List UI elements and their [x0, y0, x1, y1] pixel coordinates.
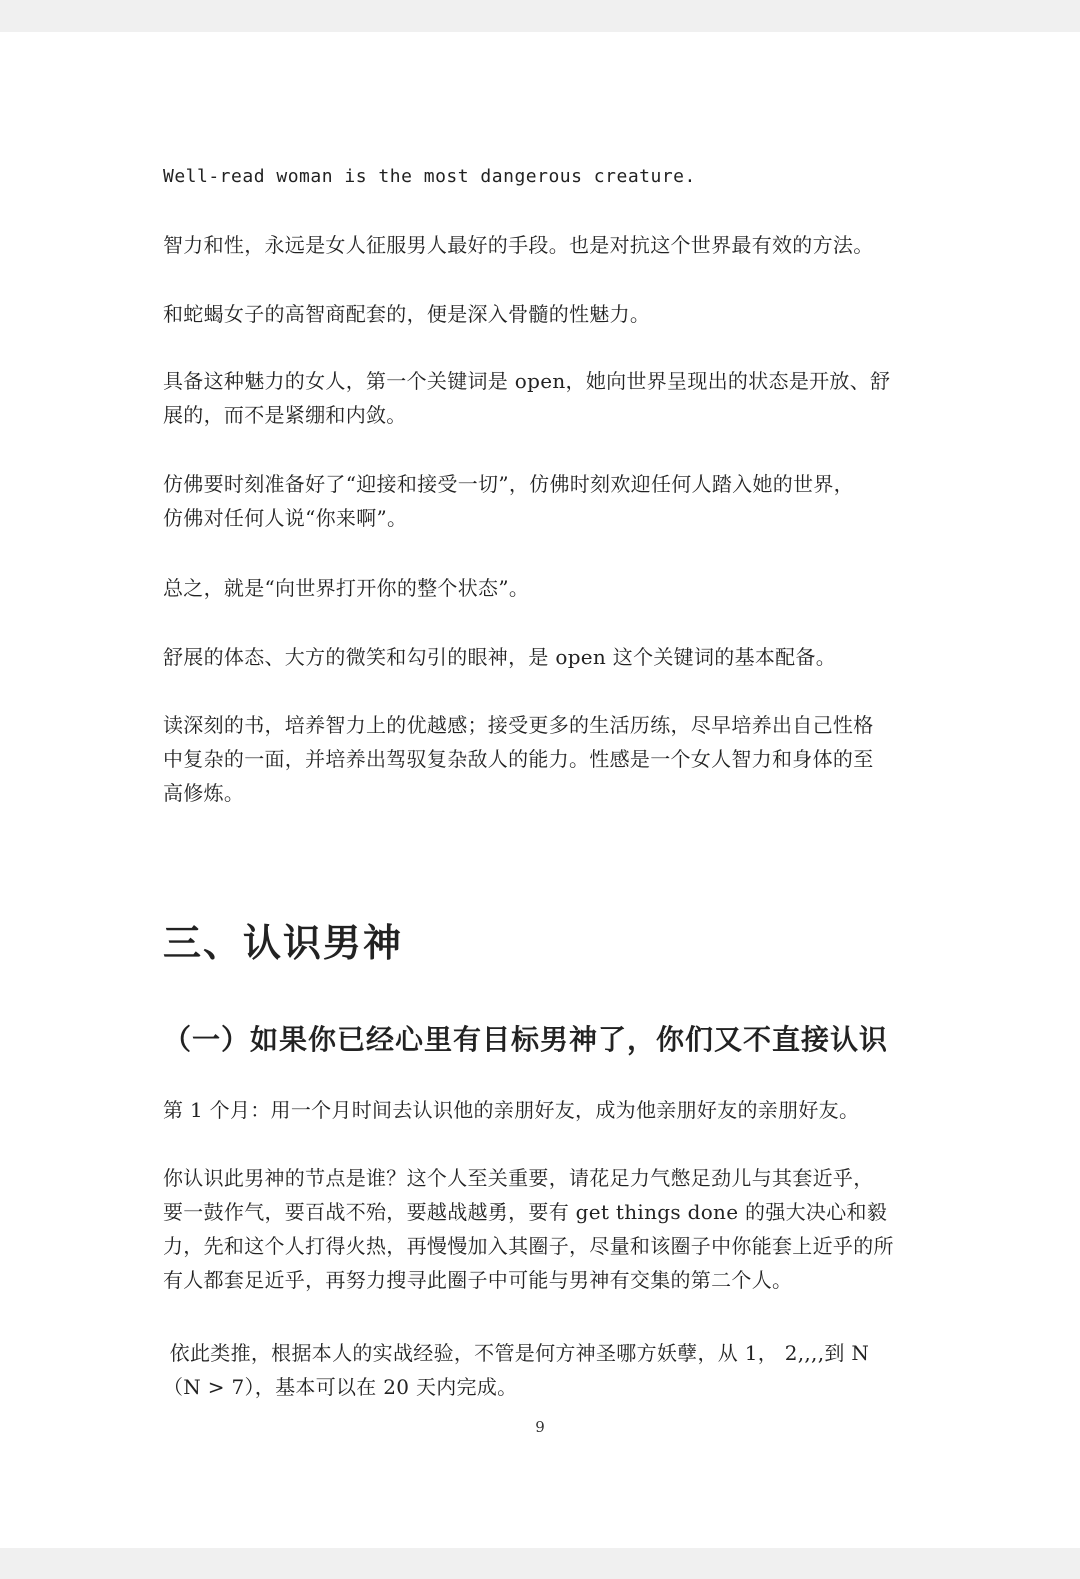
paragraph: 依此类推，根据本人的实战经验，不管是何方神圣哪方妖孽，从 1， 2,,,,到 N （N > 7），基本可以在 20 天内完成。 — [163, 1341, 870, 1399]
page-number: 9 — [535, 1418, 545, 1436]
subsection-heading: （一）如果你已经心里有目标男神了，你们又不直接认识 — [163, 1023, 889, 1056]
paragraph: 读深刻的书，培养智力上的优越感；接受更多的生活历练，尽早培养出自己性格 中复杂的一面，并培养出驾驭复杂敌人的能力。性感是一个女人智力和身体的至 高修炼。 — [163, 713, 874, 805]
paragraph: 舒展的体态、大方的微笑和勾引的眼神，是 open 这个关键词的基本配备。 — [163, 645, 837, 669]
paragraph: 和蛇蝎女子的高智商配套的，便是深入骨髓的性魅力。 — [163, 302, 651, 326]
viewer-bottom-band — [0, 1548, 1080, 1579]
paragraph: 具备这种魅力的女人，第一个关键词是 open，她向世界呈现出的状态是开放、舒 展的，而不是紧绷和内敛。 — [163, 369, 891, 427]
section-heading: 三、认识男神 — [163, 921, 404, 965]
paragraph: 智力和性，永远是女人征服男人最好的手段。也是对抗这个世界最有效的方法。 — [163, 233, 874, 257]
paragraph: 仿佛要时刻准备好了“迎接和接受一切”，仿佛时刻欢迎任何人踏入她的世界， 仿佛对任何人说“你来啊”。 — [163, 472, 854, 530]
paragraph-quote: Well-read woman is the most dangerous creature. — [163, 166, 696, 187]
paragraph: 你认识此男神的节点是谁？这个人至关重要，请花足力气憋足劲儿与其套近乎， 要一鼓作气，要百战不殆，要越战越勇，要有 get things done 的强大决心和毅 力，先和这个人打得火热，再慢慢加入其圈子，尽量和该圈子中你能套上近乎的所 有人都套足近乎，再努力搜寻此圈子中可能与男神有交集的第二个人。 — [163, 1166, 894, 1292]
document-page[interactable] — [0, 32, 1080, 1548]
paragraph: 第 1 个月：用一个月时间去认识他的亲朋好友，成为他亲朋好友的亲朋好友。 — [163, 1098, 860, 1122]
viewer-top-band — [0, 0, 1080, 32]
paragraph: 总之，就是“向世界打开你的整个状态”。 — [163, 576, 530, 600]
